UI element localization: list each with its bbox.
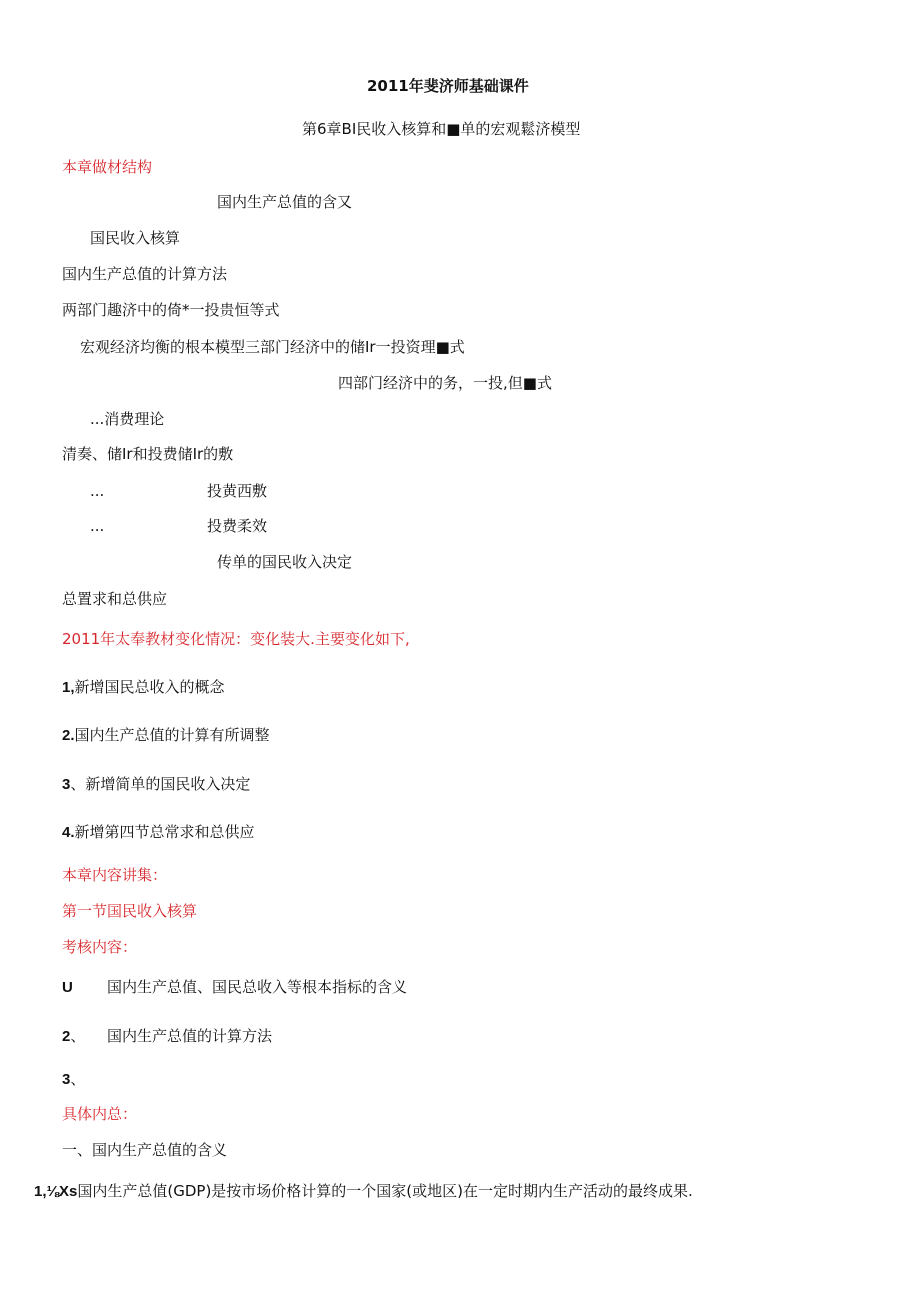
structure-line: 国内生产总值的含又 (217, 193, 353, 211)
change-text: 新增第四节总常求和总供应 (74, 823, 255, 841)
change-item (62, 774, 250, 795)
structure-heading: 本章做材结构 (62, 158, 153, 176)
structure-line: 两部门趣济中的倚*一投贵恒等式 (62, 301, 280, 319)
structure-line: 国民收入核算 (90, 229, 181, 247)
exam-separator: 、 (70, 1070, 86, 1088)
change-text: 国内生产总值的计算有所调整 (74, 726, 270, 744)
structure-line: 四部门经济中的务，一投,但■式 (338, 374, 552, 392)
change-item (62, 725, 270, 746)
definition-text: 国内生产总值(GDP)是按市场价格计算的一个国家(或地区)在一定时期内生产活动的最终成果. (77, 1182, 693, 1200)
structure-line: 传单的国民收入决定 (217, 553, 353, 571)
structure-line: 总置求和总供应 (62, 590, 168, 608)
change-number: 2. (62, 727, 75, 744)
gdp-definition (34, 1181, 693, 1202)
structure-ellipsis: ... (90, 517, 105, 535)
exam-number: 2 (62, 1028, 71, 1045)
exam-heading: 考核内容： (62, 938, 138, 956)
section-title: 第一节国民收入核算 (62, 902, 198, 920)
detail-heading: 具体内总： (62, 1105, 138, 1123)
change-number: 3 (62, 776, 71, 793)
change-item (62, 822, 255, 843)
structure-line: ...消费理论 (90, 410, 165, 428)
change-text: 、新增简单的国民收入决定 (70, 775, 251, 793)
detail-subheading: 一、国内生产总值的含义 (62, 1141, 228, 1159)
changes-heading (62, 629, 410, 649)
structure-line: 宏观经济均衡的根本模型三部门经济中的储Ir一投资理■式 (80, 338, 465, 356)
exam-text: 国内生产总值的计算方法 (107, 1027, 273, 1045)
definition-number: 1,⅛Xs (34, 1183, 78, 1200)
exam-item (62, 1069, 85, 1090)
exam-text: 国内生产总值、国民总收入等根本指标的含义 (107, 978, 408, 996)
change-number: 1, (62, 679, 75, 696)
chapter-title: 第6章BI民收入核算和■单的宏观鬆济模型 (302, 120, 581, 138)
structure-line: 投费柔效 (207, 517, 268, 535)
change-number: 4. (62, 824, 75, 841)
exam-number: 3 (62, 1071, 71, 1088)
exam-item (62, 1026, 85, 1047)
structure-ellipsis: ... (90, 482, 105, 500)
changes-heading-text: 2011年太奉教材变化情况：变化装大.主要变化如下, (62, 630, 410, 648)
structure-line: 清奏、储Ir和投费储Ir的敷 (62, 445, 234, 463)
document-title: 2011年斐济师基础课件 (367, 77, 529, 95)
exam-item (62, 977, 73, 998)
structure-line: 国内生产总值的计算方法 (62, 265, 228, 283)
content-heading: 本章内容讲集： (62, 866, 168, 884)
exam-number: U (62, 979, 73, 996)
structure-line: 投黄西敷 (207, 482, 268, 500)
change-text: 新增国民总收入的概念 (74, 678, 225, 696)
exam-separator: 、 (70, 1027, 86, 1045)
change-item (62, 677, 225, 698)
